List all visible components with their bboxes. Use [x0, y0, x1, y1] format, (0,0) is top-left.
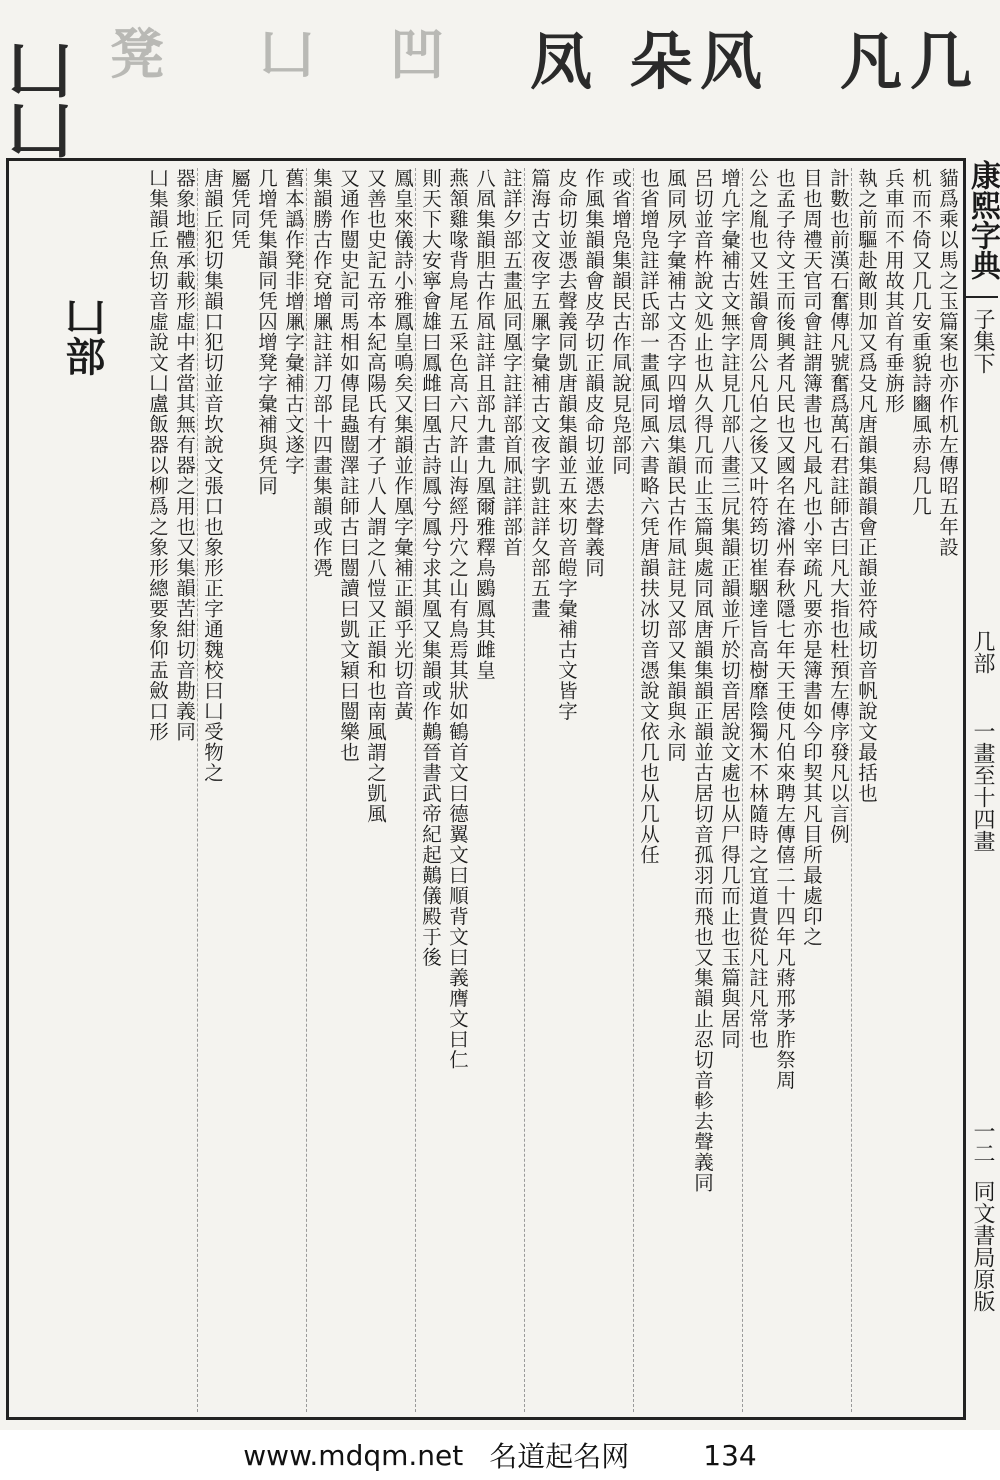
- side-header: [966, 160, 998, 1420]
- text-column: 或省增凫集韻民古作凬說見凫部同: [609, 168, 632, 476]
- header-glyph-left-2: 凵: [8, 94, 72, 169]
- footer-name: 名道起名网: [489, 1440, 630, 1473]
- text-column: 公之胤也又姓韻會周公凡伯之後又叶符筠切崔駰達旨高樹靡陰獨木不林隨時之宜道貴從凡註凡常也: [742, 168, 770, 1412]
- header-glyph-3: 风: [700, 25, 763, 98]
- text-columns: [12, 168, 960, 1412]
- side-divider: [966, 296, 998, 298]
- radical-section-title: 凵部: [52, 290, 113, 382]
- header-glyph-2: 朵: [630, 25, 693, 98]
- text-column: 屬凭同凭: [228, 168, 251, 250]
- text-column: 皮命切並憑去聲義同凱唐韻集韻並五來切音皚字彙補古文皆字: [555, 168, 578, 722]
- text-column: 也孟子待文王而後興者凡民也又國名在濬州春秋隱七年天王使凡伯來聘左傳僖二十四年凡蔣邢茅胙祭周: [773, 168, 796, 1091]
- footer: [0, 1430, 1000, 1480]
- text-column: 計數也前漢石奮傳凡號奮爲萬石君註師古曰凡大指也杜預左傳序發凡以言例: [827, 168, 850, 845]
- footer-site: www.mdqm.net: [243, 1438, 464, 1472]
- text-column: 貓爲乘以馬之玉篇案也亦作机左傳昭五年設: [936, 168, 959, 558]
- text-column: 集韻勝古作兗增凲註詳刀部十四畫集韻或作凴: [306, 168, 334, 1412]
- text-column: 鳳皇來儀詩小雅鳳皇鳴矣又集韻並作凰字彙補正韻乎光切音黃: [391, 168, 414, 722]
- text-column: 兵車而不用故其首有垂旃形: [882, 168, 905, 414]
- footer-page-number: 134: [703, 1438, 757, 1472]
- header-glyph-1: 凤: [530, 25, 593, 98]
- volume-label: 子集下: [970, 308, 995, 374]
- header-glyph-4: 凡: [840, 25, 903, 98]
- text-column: 作風集韻韻會皮孕切正韻皮命切並憑去聲義同: [582, 168, 605, 578]
- text-column: 執之前驅赴敵則加又爲殳凡唐韻集韻韻會正韻並符咸切音帆說文最括也: [851, 168, 879, 1412]
- text-column: 舊本譌作凳非增凲字彙補古文遂字: [282, 168, 305, 476]
- text-column: 又通作闓史記司馬相如傳昆蟲闓澤註師古曰闓讀曰凱文穎曰闓樂也: [337, 168, 360, 763]
- text-column: 机而不倚又几几安重貌詩豳風赤舄几几: [909, 168, 932, 517]
- publisher-label: 同文書局原版: [970, 1180, 995, 1312]
- text-column: 几增凭集韻同凭囚增凳字彙補與凭同: [255, 168, 278, 496]
- header-glyph-5: 几: [910, 25, 973, 98]
- text-column: 唐韻丘犯切集韻口犯切並音坎說文張口也象形正字通魏校曰凵受物之: [197, 168, 225, 1412]
- text-column: 風同夙字彙補古文否字四增凨集韻民古作凬註見又部又集韻與永同: [664, 168, 687, 763]
- text-column: 凵集韻丘魚切音虛說文凵盧飯器以柳爲之象形總要象仰盂斂口形: [146, 168, 169, 742]
- text-column: 篇海古文夜字五凲字彙補古文夜字凱註詳夂部五畫: [524, 168, 552, 1412]
- text-column: 也省增凫註詳氏部一畫風同風六書略六凭唐韻扶冰切音憑說文依几也从几从任: [633, 168, 661, 1412]
- text-column: 目也周禮天官司會註謂簿書也凡最凡也小宰疏凡要亦是簿書如今印契其凡目所最處印之: [800, 168, 823, 947]
- header-ghost-glyph-2: 凵: [260, 22, 314, 86]
- text-column: 呂切並音杵說文処止也从久得几而止玉篇與處同凮唐韻集韻正韻並古居切音孤羽而飛也又集韻止忍切音軫去聲義同: [691, 168, 714, 1193]
- header-ghost-glyph-3: 凹: [390, 22, 444, 86]
- book-title: 康熙字典: [965, 160, 1000, 280]
- text-column: 則天下大安寧會雄曰鳳雌曰凰古詩鳳兮鳳兮求其凰又集韻或作鷬晉書武帝紀起鷬儀殿于後: [415, 168, 443, 1412]
- text-column: 又善也史記五帝本紀高陽氏有才子八人謂之八愷又正韻和也南風謂之凱風: [364, 168, 387, 824]
- radical-label: 几部: [970, 630, 995, 674]
- text-column: 器象地體承載形虛中者當其無有器之用也又集韻苦紺切音勘義同: [173, 168, 196, 742]
- strokes-label: 一畫至十四畫: [970, 720, 995, 852]
- page-label: 一二: [970, 1120, 995, 1164]
- text-column: 燕頷雞喙背鳥尾五采色高六尺許山海經丹穴之山有鳥焉其狀如鶴首文曰德翼文曰順背文曰義膺文曰仁: [446, 168, 469, 1070]
- text-column: 註詳夕部五畫凪同凰字註詳部首凧註詳部首: [500, 168, 523, 558]
- text-column: 增凢字彙補古文無字註見几部八畫三凥集韻正韻並斤於切音居說文處也从尸得几而止也玉篇與居同: [718, 168, 741, 1050]
- text-column: 八凮集韻胆古作凮註詳且部九畫九凰爾雅釋鳥鶠鳳其雌皇: [473, 168, 496, 681]
- header-ghost-glyph-1: 凳: [110, 22, 164, 86]
- header-glyph-left-1: 凵: [8, 34, 72, 109]
